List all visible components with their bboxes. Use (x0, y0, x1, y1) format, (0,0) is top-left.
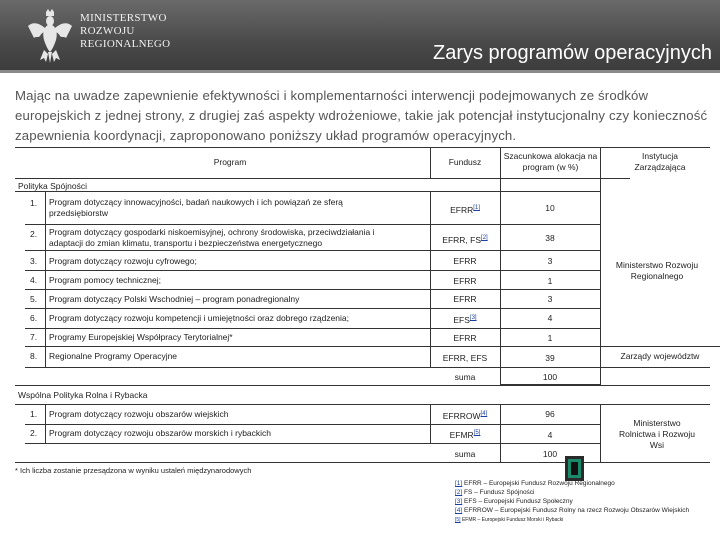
row-number: 5. (30, 294, 38, 304)
header-divider (0, 70, 720, 73)
row-allocation: 96 (545, 409, 555, 419)
row-number: 4. (30, 275, 38, 285)
footnote-ref[interactable]: [5] (473, 430, 481, 436)
table-border (15, 462, 710, 463)
table-border (15, 404, 710, 405)
slide-marker-icon (565, 456, 584, 481)
table-border (25, 367, 710, 368)
row-number: 6. (30, 313, 38, 323)
row-fund: EFRR, FS[2] (442, 234, 488, 245)
row-allocation: 10 (545, 203, 555, 213)
header-allocation: Szacunkowa alokacja na program (w %) (503, 151, 598, 172)
table-border (500, 404, 501, 462)
footnote-ref[interactable]: [2] (481, 235, 488, 241)
section-title-agriculture: Wspólna Polityka Rolna i Rybacka (18, 390, 148, 400)
table-border (25, 250, 600, 251)
row-program-name: Program dotyczący innowacyjności, badań naukowych i ich powiązań ze sferą przedsiębiorstw (49, 197, 343, 218)
row-number: 8. (30, 351, 38, 361)
table-border (25, 443, 600, 444)
table-border (25, 424, 600, 425)
row-number: 2. (30, 428, 38, 438)
sum-label: suma (454, 449, 476, 459)
footnote-ref[interactable]: [4] (480, 411, 488, 417)
row-fund: EFRR (453, 276, 477, 286)
table-border (600, 147, 601, 385)
intro-paragraph: Mając na uwadze zapewnienie efektywności i komplementarności interwencji podejmowanych ze środków europejskich z jednej strony, z drugiej zaś aspekty wdrożeniowe, takie jak potencjał instytucjonalny czy konieczność zapewnienia koordynacji, zaproponowano poniższy układ programów operacyjnych. (15, 88, 708, 143)
row-allocation: 1 (547, 333, 553, 343)
row-program-name: Program dotyczący gospodarki niskoemisyjnej, ochrony środowiska, przeciwdziałania i adaptacji do zmian klimatu, transportu i bezpieczeństwa energetycznego (49, 227, 375, 248)
table-border (15, 191, 600, 192)
row-program-name: Program dotyczący rozwoju kompetencji i umiejętności oraz dobrego rządzenia; (49, 313, 350, 323)
row-number: 3. (30, 256, 38, 266)
table-border (15, 147, 710, 148)
table-border (25, 289, 600, 290)
table-border (25, 224, 600, 225)
row-fund: EFMR[5] (449, 429, 481, 440)
footnote-link[interactable]: [4] (455, 507, 463, 514)
table-border (25, 308, 600, 309)
row-fund: EFRROW[4] (442, 410, 488, 421)
row-program-name: Programy Europejskiej Współpracy Terytorialnej* (49, 332, 233, 342)
row-program-name: Program dotyczący rozwoju cyfrowego; (49, 256, 197, 266)
header-fund: Fundusz (448, 157, 482, 167)
row-fund: EFRR (453, 333, 477, 343)
row-allocation: 39 (545, 353, 555, 363)
row-program-name: Program dotyczący rozwoju obszarów wiejskich (49, 409, 229, 419)
institution-mrr: Ministerstwo Rozwoju Regionalnego (615, 260, 699, 281)
footnote-item: [4] EFRROW – Europejski Fundusz Rolny na rzecz Rozwoju Obszarów Wiejskich (455, 507, 690, 514)
sum-value: 100 (542, 449, 558, 459)
header-institution: Instytucja Zarządzająca (634, 151, 686, 172)
footnote-link[interactable]: [3] (455, 498, 463, 505)
institution-regional: Zarządy województw (620, 351, 700, 361)
row-fund: EFRR[1] (450, 204, 480, 215)
row-program-name: Regionalne Programy Operacyjne (49, 351, 178, 361)
table-border (25, 328, 600, 329)
footnote-item: [3] EFS – Europejski Fundusz Społeczny (455, 498, 573, 505)
table-border (45, 191, 46, 367)
international-note: * Ich liczba zostanie przesądzona w wyniku ustaleń międzynarodowych (15, 466, 252, 475)
row-program-name: Program dotyczący rozwoju obszarów morskich i rybackich (49, 428, 272, 438)
table-border (600, 404, 601, 462)
row-program-name: Program pomocy technicznej; (49, 275, 161, 285)
footnote-item: [2] FS – Fundusz Spójności (455, 489, 535, 496)
table-border (15, 178, 630, 179)
footnote-link[interactable]: [2] (455, 489, 463, 496)
row-allocation: 4 (547, 430, 553, 440)
footnote-link[interactable]: [1] (455, 480, 463, 487)
row-allocation: 4 (547, 313, 553, 323)
ministry-logo-text (80, 12, 170, 51)
row-program-name: Program dotyczący Polski Wschodniej – program ponadregionalny (49, 294, 300, 304)
logo-line-1: MINISTERSTWO (80, 12, 167, 24)
sum-label: suma (454, 372, 476, 382)
footnote-ref[interactable]: [3] (469, 315, 477, 321)
header-program: Program (213, 157, 247, 167)
row-number: 7. (30, 332, 38, 342)
table-border (25, 270, 600, 271)
row-fund: EFRR, EFS (442, 353, 488, 363)
table-border (430, 404, 431, 443)
footnote-ref[interactable]: [1] (473, 205, 480, 211)
row-fund: EFRR (453, 294, 477, 304)
section-title-cohesion: Polityka Spójności (18, 181, 87, 191)
sum-value: 100 (542, 372, 558, 382)
table-border (15, 385, 710, 386)
header-bar (0, 0, 720, 70)
footnote-link[interactable]: [5] (455, 517, 461, 523)
row-fund: EFRR (453, 256, 477, 266)
row-number: 1. (30, 409, 38, 419)
table-border (500, 147, 501, 385)
table-border (430, 147, 431, 178)
slide-title: Zarys programów operacyjnych (433, 42, 712, 64)
footnote-item: [5] EFMR – Europejski Fundusz Morski i Rybacki (455, 517, 564, 523)
eagle-emblem-icon (26, 8, 74, 64)
table-border (25, 346, 720, 347)
logo-line-2: ROZWOJU (80, 25, 135, 37)
row-allocation: 3 (547, 294, 553, 304)
institution-agriculture: Ministerstwo Rolnictwa i Rozwoju Wsi (618, 418, 696, 450)
row-allocation: 38 (545, 233, 555, 243)
row-allocation: 1 (547, 276, 553, 286)
table-border (45, 404, 46, 443)
row-allocation: 3 (547, 256, 553, 266)
row-number: 1. (30, 198, 38, 208)
table-border (430, 191, 431, 367)
row-number: 2. (30, 229, 38, 239)
footnote-item: [1] EFRR – Europejski Fundusz Rozwoju Regionalnego (455, 480, 615, 487)
row-fund: EFS[3] (453, 314, 477, 325)
logo-line-3: REGIONALNEGO (80, 38, 171, 50)
